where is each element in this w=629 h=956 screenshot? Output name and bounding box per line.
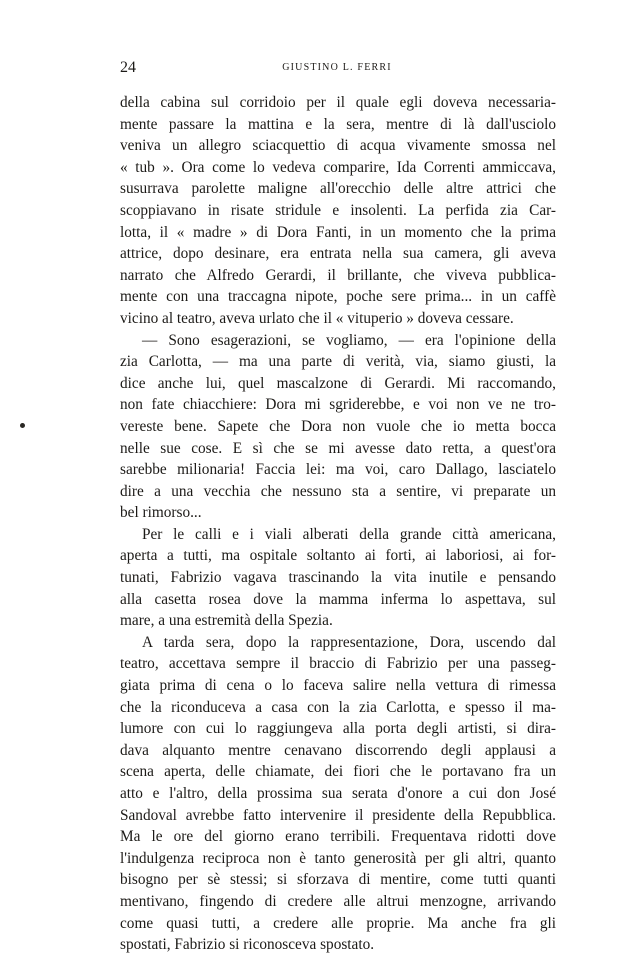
text-line: scena aperta, delle chiamate, dei fiori che le portavano fra un (120, 763, 556, 781)
text-line: A tarda sera, dopo la rappresentazione, Dora, uscendo dal (142, 633, 556, 651)
text-line: vereste bene. Sapete che Dora non vuole che io metta bocca (120, 417, 556, 435)
text-line: Per le calli e i viali alberati della grande città americana, (142, 525, 556, 543)
text-line: bel rimorso... (120, 504, 202, 522)
text-line: atto e l'altro, della prossima sua serata d'onore a cui don José (120, 785, 556, 802)
text-line: mare, a una estremità della Spezia. (120, 612, 333, 630)
text-line: lumore con cui lo raggiungeva alla porta degli artisti, si dira- (120, 720, 556, 738)
text-line: zia Carlotta, — ma una parte di verità, via, siamo giusti, la (120, 353, 556, 371)
text-line: alla casetta rosea dove la mamma inferma lo aspettava, sul (120, 590, 556, 608)
text-line: nelle sue cose. E sì che se mi avesse dato retta, a quest'ora (120, 439, 556, 457)
text-line: della cabina sul corridoio per il quale egli doveva necessaria- (120, 94, 556, 111)
text-line: tunati, Fabrizio vagava trascinando la vita inutile e pensando (120, 569, 556, 587)
text-line: Sandoval avrebbe fatto intervenire il presidente della Repubblica. (120, 806, 556, 824)
text-line: che la riconduceva a casa con la zia Carlotta, e spesso il ma- (120, 698, 556, 716)
text-line: mente passare la mattina e la sera, mentre di là dall'usciolo (120, 115, 556, 133)
text-line: susurrava parolette maligne all'orecchio delle altre attrici che (120, 180, 556, 198)
text-line: veniva un allegro sciacquettio di acqua vivamente smossa nel (120, 137, 556, 155)
text-line: teatro, accettava sempre il braccio di Fabrizio per una passeg- (120, 655, 556, 673)
text-line: aperta a tutti, ma ospitale soltanto ai forti, ai laboriosi, ai for- (120, 547, 556, 565)
text-line: — Sono esagerazioni, se vogliamo, — era l'opinione della (142, 331, 556, 349)
body-text (120, 92, 556, 956)
text-line: lotta, il « madre » di Dora Fanti, in un momento che la prima (120, 223, 556, 241)
text-line: spostati, Fabrizio si riconosceva spostato. (120, 936, 375, 954)
text-line: bisogno per sè stessi; si sforzava di mentire, come tutti quanti (120, 871, 556, 889)
text-line: come quasi tutti, a credere alle proprie. Ma anche fra gli (120, 914, 556, 932)
text-line: narrato che Alfredo Gerardi, il brillante, che viveva pubblica- (120, 266, 556, 284)
text-line: dice anche lui, quel mascalzone di Gerardi. Mi raccomando, (120, 374, 556, 392)
page-number: 24 (120, 59, 136, 76)
text-line: dire a una vecchia che nessuno sta a sentire, vi preparate un (120, 482, 556, 500)
text-line: scoppiavano in risate stridule e insolenti. La perfida zia Car- (120, 201, 556, 219)
text-line: mentivano, fingendo di credere alle altrui menzogne, arrivando (120, 892, 556, 910)
page-header (120, 58, 554, 80)
text-line: vicino al teatro, aveva urlato che il « vituperio » doveva cessare. (120, 309, 514, 327)
text-line: dava alquanto mentre cenavano discorrendo degli applausi a (120, 741, 556, 759)
text-line: Ma le ore del giorno erano terribili. Frequentava ridotti dove (120, 828, 556, 846)
text-line: « tub ». Ora come lo vedeva comparire, Ida Correnti ammiccava, (120, 158, 556, 176)
text-line: l'indulgenza reciproca non è tanto generosità per gli altri, quanto (120, 849, 556, 867)
ink-speck (20, 423, 25, 428)
text-line: giata prima di cena o lo faceva salire nella vettura di rimessa (120, 677, 556, 695)
text-line: mente con una traccagna nipote, poche sere prima... in un caffè (120, 288, 556, 306)
text-line: non fate chiacchiere: Dora mi sgriderebbe, e voi non ve ne tro- (120, 396, 556, 414)
text-line: sarebbe milionaria! Faccia lei: ma voi, caro Dallago, lasciatelo (120, 461, 556, 479)
text-line: attrice, dopo desinare, era entrata nella sua camera, gli aveva (120, 245, 556, 263)
running-title: GIUSTINO L. FERRI (282, 62, 392, 73)
